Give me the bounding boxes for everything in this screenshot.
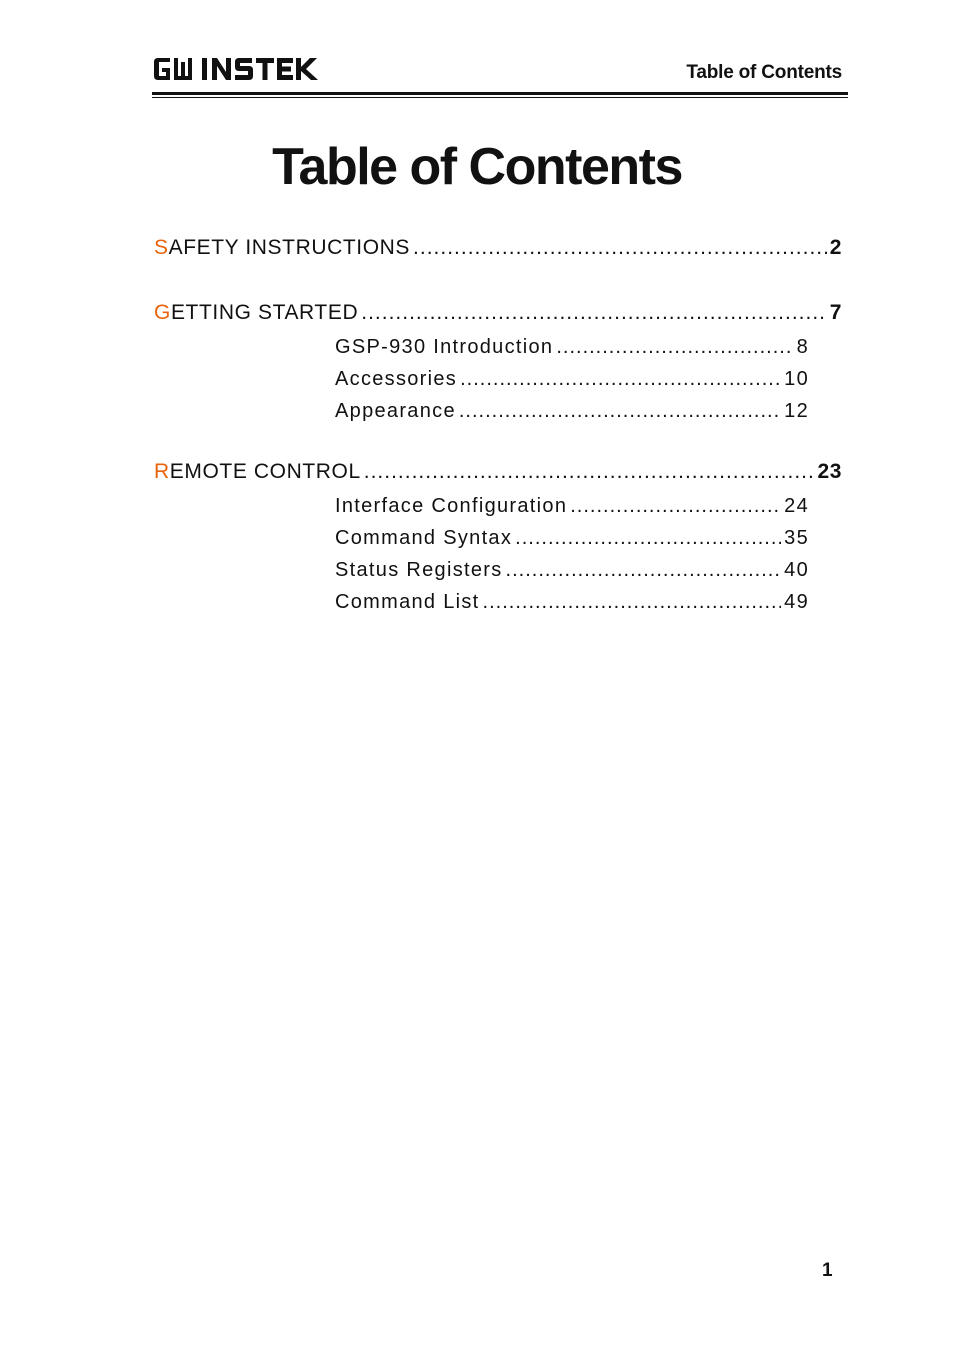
toc-page-number: 23 — [817, 460, 842, 483]
toc-entry-safety-instructions[interactable] — [154, 236, 842, 260]
toc-leader-dots — [556, 336, 793, 359]
toc-label: GSP-930 Introduction — [335, 336, 554, 358]
toc-initial: G — [154, 301, 171, 324]
header-section-title: Table of Contents — [686, 62, 842, 83]
toc-page-number: 7 — [829, 301, 842, 324]
toc-label: Command Syntax — [335, 527, 513, 549]
toc-entry-getting-started[interactable] — [154, 301, 842, 325]
toc-entry-accessories[interactable] — [335, 368, 809, 391]
footer-page-number: 1 — [822, 1260, 833, 1281]
toc-leader-dots — [570, 495, 781, 518]
toc-leader-dots — [506, 559, 782, 582]
header-rule-thick — [152, 92, 848, 95]
toc-entry-gsp-930-introduction[interactable] — [335, 336, 809, 359]
toc-leader-dots — [515, 527, 781, 550]
toc-label-rest: ETTING STARTED — [170, 301, 359, 324]
toc-label: Status Registers — [335, 559, 503, 581]
toc-entry-interface-configuration[interactable] — [335, 495, 809, 518]
toc-entry-command-syntax[interactable] — [335, 527, 809, 550]
toc-leader-dots — [413, 236, 827, 260]
toc-label: Appearance — [335, 400, 456, 422]
toc-leader-dots — [361, 301, 826, 325]
toc-leader-dots — [364, 460, 815, 484]
toc-page-number: 40 — [784, 559, 809, 581]
toc-label — [154, 301, 358, 325]
toc-label-rest: EMOTE CONTROL — [169, 460, 361, 483]
toc-leader-dots — [483, 591, 782, 614]
toc-leader-dots — [460, 368, 781, 391]
toc-page-number: 2 — [829, 236, 842, 259]
toc-entry-command-list[interactable] — [335, 591, 809, 614]
toc-initial: S — [154, 236, 169, 259]
toc-label: Interface Configuration — [335, 495, 568, 517]
toc-page-number: 8 — [796, 336, 809, 358]
page-header — [152, 50, 848, 100]
toc-entry-appearance[interactable] — [335, 400, 809, 423]
toc-label: Accessories — [335, 368, 458, 390]
toc-page-number: 24 — [784, 495, 809, 517]
toc-page-number: 35 — [784, 527, 809, 549]
gw-instek-logo — [152, 56, 324, 82]
toc-page-number: 49 — [784, 591, 809, 613]
toc-label — [154, 236, 410, 260]
toc-label — [154, 460, 361, 484]
toc-label: Command List — [335, 591, 480, 613]
toc-initial: R — [154, 460, 170, 483]
toc-leader-dots — [459, 400, 781, 423]
header-rule-thin — [152, 97, 848, 98]
toc-label-rest: AFETY INSTRUCTIONS — [168, 236, 411, 259]
toc-page-number: 10 — [784, 368, 809, 390]
page-title: Table of Contents — [272, 138, 682, 196]
toc-page-number: 12 — [784, 400, 809, 422]
toc-entry-remote-control[interactable] — [154, 460, 842, 484]
toc-entry-status-registers[interactable] — [335, 559, 809, 582]
